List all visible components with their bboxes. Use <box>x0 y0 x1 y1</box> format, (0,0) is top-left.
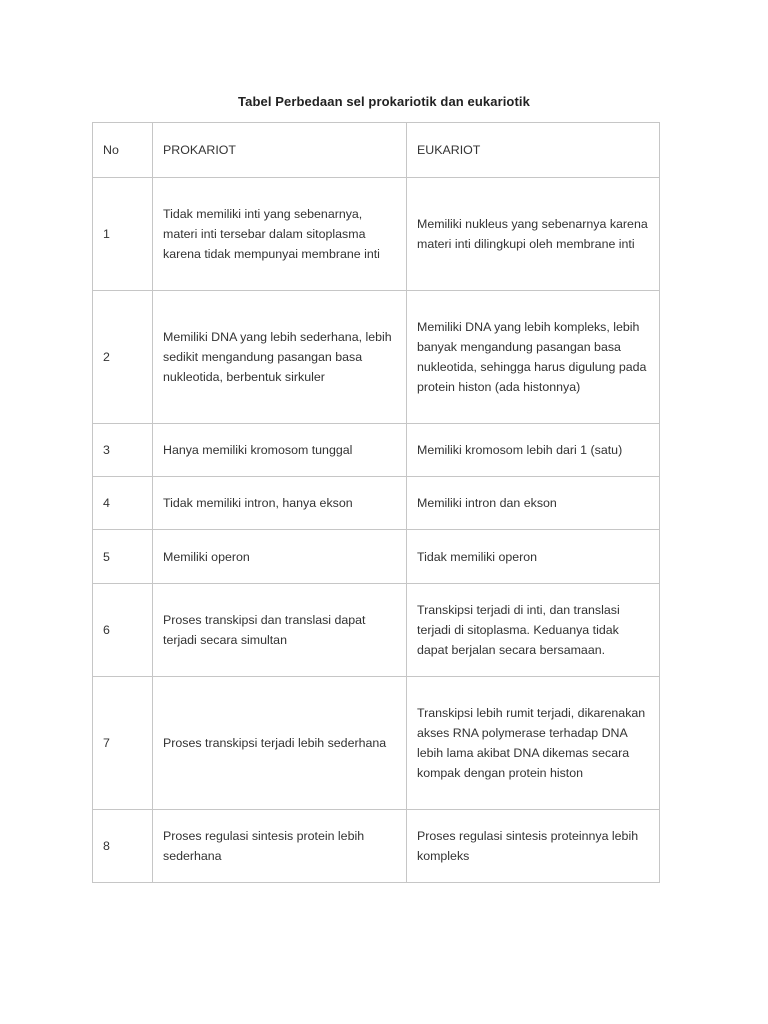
table-row <box>93 810 660 883</box>
eukariot-cell: Tidak memiliki operon <box>407 530 660 584</box>
comparison-table <box>92 122 660 883</box>
table-row <box>93 178 660 291</box>
prokariot-cell: Proses transkipsi terjadi lebih sederhana <box>153 677 407 810</box>
eukariot-cell: Transkipsi terjadi di inti, dan translasi terjadi di sitoplasma. Keduanya tidak dapat berjalan secara bersamaan. <box>407 584 660 677</box>
table-header-row <box>93 123 660 178</box>
table-row <box>93 291 660 424</box>
table-row <box>93 677 660 810</box>
header-eukariot: EUKARIOT <box>407 123 660 178</box>
prokariot-cell: Memiliki DNA yang lebih sederhana, lebih sedikit mengandung pasangan basa nukleotida, berbentuk sirkuler <box>153 291 407 424</box>
row-number: 7 <box>93 677 153 810</box>
row-number: 4 <box>93 477 153 530</box>
prokariot-cell: Memiliki operon <box>153 530 407 584</box>
table-row <box>93 584 660 677</box>
header-no: No <box>93 123 153 178</box>
row-number: 2 <box>93 291 153 424</box>
prokariot-cell: Tidak memiliki inti yang sebenarnya, materi inti tersebar dalam sitoplasma karena tidak mempunyai membrane inti <box>153 178 407 291</box>
eukariot-cell: Memiliki kromosom lebih dari 1 (satu) <box>407 424 660 477</box>
row-number: 3 <box>93 424 153 477</box>
page-title: Tabel Perbedaan sel prokariotik dan eukariotik <box>238 94 530 109</box>
table-row <box>93 424 660 477</box>
eukariot-cell: Memiliki intron dan ekson <box>407 477 660 530</box>
table-row <box>93 530 660 584</box>
row-number: 6 <box>93 584 153 677</box>
table-row <box>93 477 660 530</box>
row-number: 8 <box>93 810 153 883</box>
row-number: 1 <box>93 178 153 291</box>
header-prokariot: PROKARIOT <box>153 123 407 178</box>
eukariot-cell: Memiliki nukleus yang sebenarnya karena materi inti dilingkupi oleh membrane inti <box>407 178 660 291</box>
row-number: 5 <box>93 530 153 584</box>
prokariot-cell: Hanya memiliki kromosom tunggal <box>153 424 407 477</box>
eukariot-cell: Proses regulasi sintesis proteinnya lebih kompleks <box>407 810 660 883</box>
eukariot-cell: Memiliki DNA yang lebih kompleks, lebih banyak mengandung pasangan basa nukleotida, sehingga harus digulung pada protein histon (ada histonnya) <box>407 291 660 424</box>
prokariot-cell: Tidak memiliki intron, hanya ekson <box>153 477 407 530</box>
prokariot-cell: Proses regulasi sintesis protein lebih sederhana <box>153 810 407 883</box>
eukariot-cell: Transkipsi lebih rumit terjadi, dikarenakan akses RNA polymerase terhadap DNA lebih lama akibat DNA dikemas secara kompak dengan protein histon <box>407 677 660 810</box>
prokariot-cell: Proses transkipsi dan translasi dapat terjadi secara simultan <box>153 584 407 677</box>
